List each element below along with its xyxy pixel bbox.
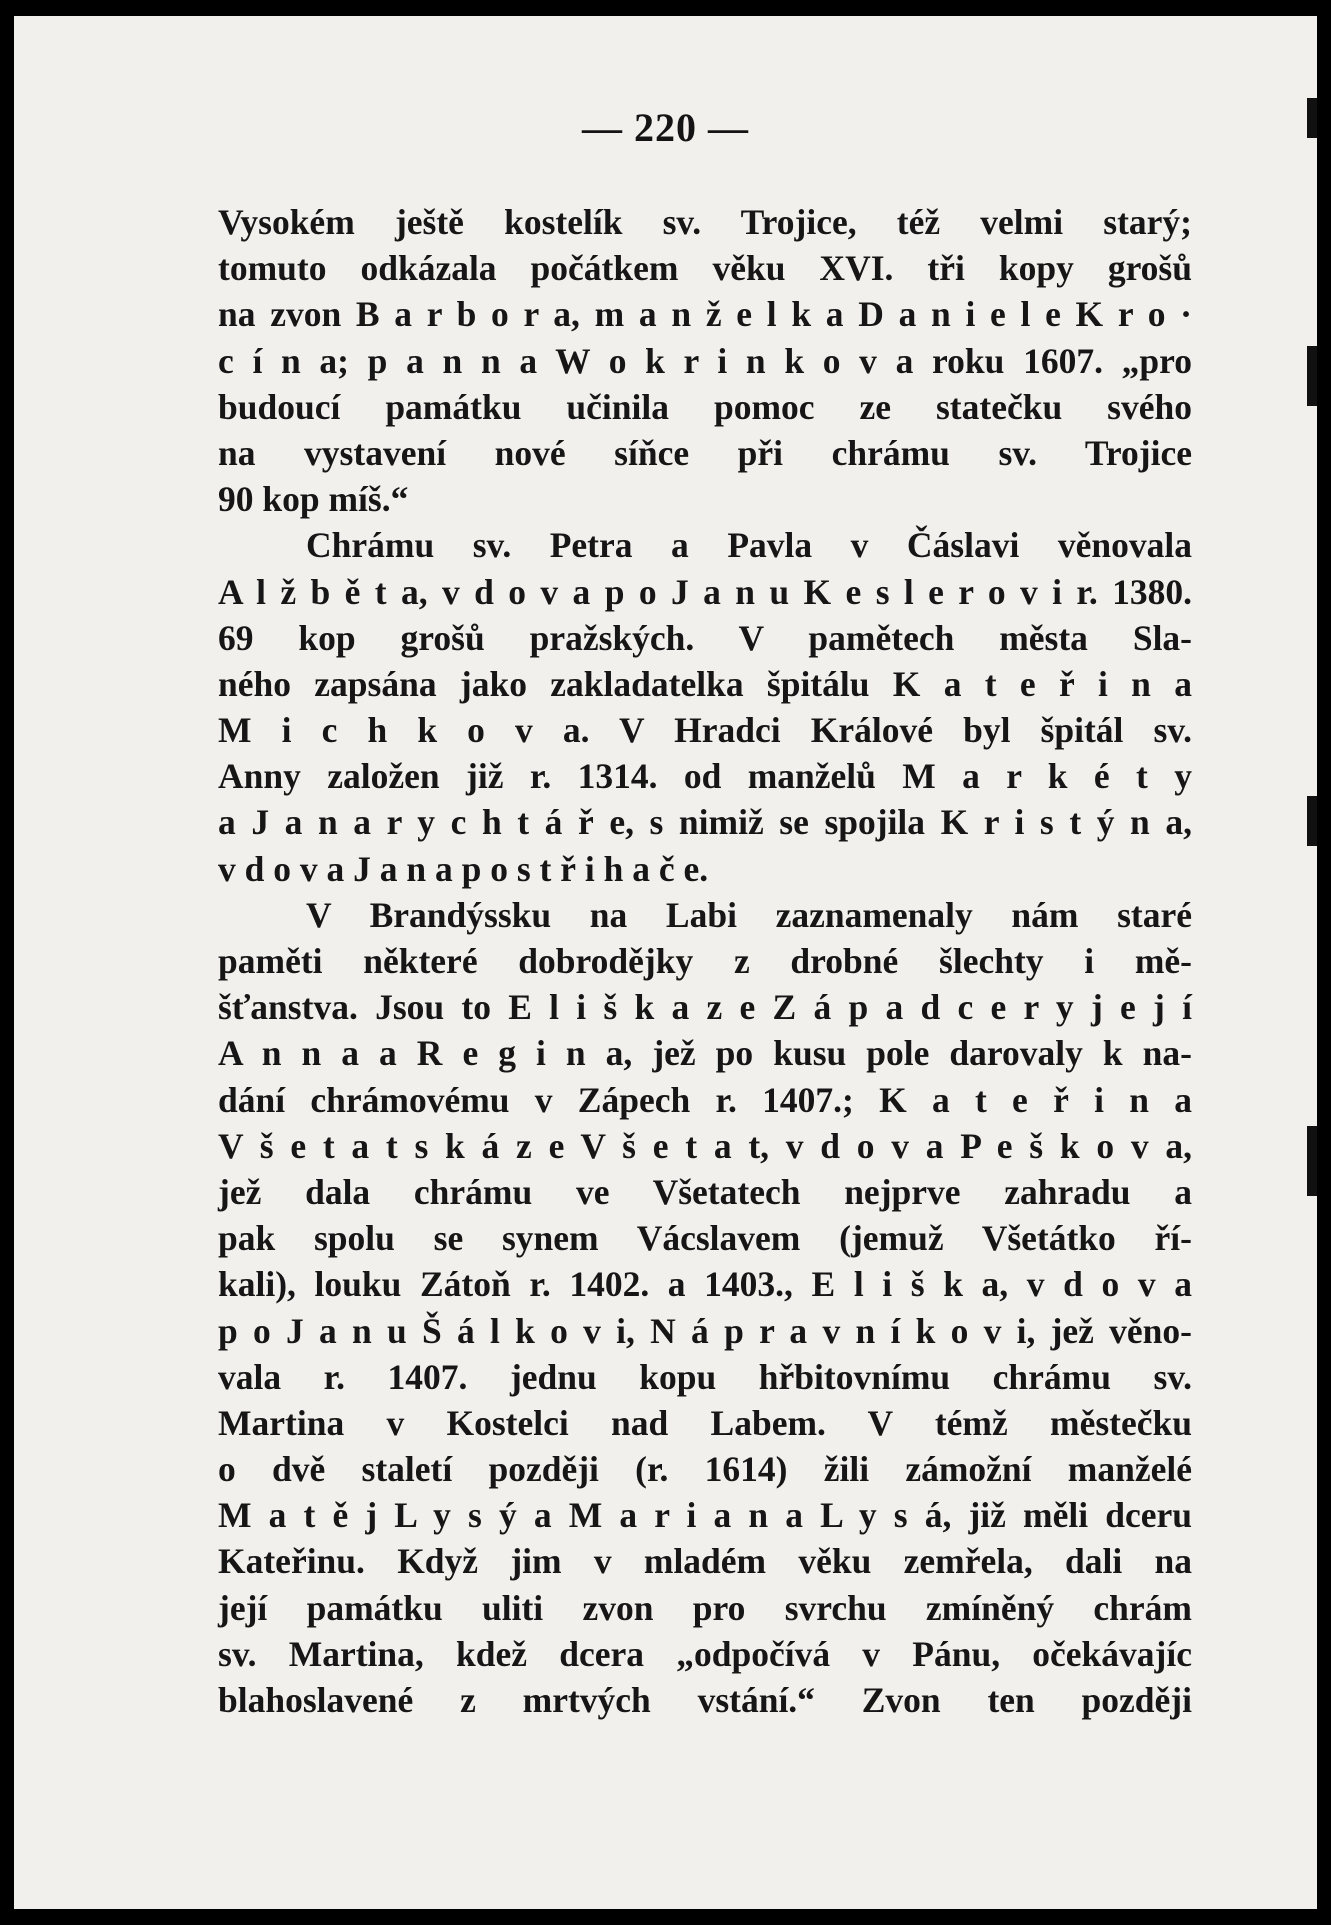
text-line: jež dala chrámu ve Všetatech nejprve zahradu a <box>218 1171 1192 1212</box>
text-line: c í n a; p a n n a W o k r i n k o v a roku 1607. „pro <box>218 340 1192 381</box>
page-edge-mark <box>1307 346 1317 406</box>
text-line: A l ž b ě t a, v d o v a p o J a n u K e s l e r o v i r. 1380. <box>218 571 1192 612</box>
text-line: ného zapsána jako zakladatelka špitálu K a t e ř i n a <box>218 663 1192 704</box>
page-edge-mark <box>1307 98 1317 138</box>
text-line: dání chrámovému v Zápech r. 1407.; K a t e ř i n a <box>218 1079 1192 1120</box>
text-line: vala r. 1407. jednu kopu hřbitovnímu chrámu sv. <box>218 1356 1192 1397</box>
page-edge-mark <box>1307 1126 1317 1196</box>
body-text <box>218 199 1192 1723</box>
text-line: paměti některé dobrodějky z drobné šlechty i mě- <box>218 941 1192 981</box>
text-line: 69 kop grošů pražských. V pamětech města Sla- <box>218 617 1192 658</box>
text-line: Kateřinu. Když jim v mladém věku zemřela, dali na <box>218 1541 1192 1582</box>
text-line: M i c h k o v a. V Hradci Králové byl špitál sv. <box>218 710 1192 751</box>
text-line: Anny založen již r. 1314. od manželů M a r k é t y <box>218 756 1192 797</box>
text-line: M a t ě j L y s ý a M a r i a n a L y s á, již měli dceru <box>218 1495 1192 1536</box>
text-line: Chrámu sv. Petra a Pavla v Čáslavi věnovala <box>306 525 1192 566</box>
text-line: sv. Martina, kdež dcera „odpočívá v Pánu, očekávajíc <box>218 1633 1192 1674</box>
text-line: 90 kop míš.“ <box>218 479 409 520</box>
text-line: šťanstva. Jsou to E l i š k a z e Z á p a d c e r y j e j í <box>218 987 1192 1028</box>
text-line: v d o v a J a n a p o s t ř i h a č e. <box>218 848 709 889</box>
text-line: Vysokém ještě kostelík sv. Trojice, též velmi starý; <box>218 202 1192 242</box>
text-line: o dvě staletí později (r. 1614) žili zámožní manželé <box>218 1449 1192 1490</box>
text-line: blahoslavené z mrtvých vstání.“ Zvon ten později <box>218 1680 1192 1720</box>
text-line: na vystavení nové síňce při chrámu sv. Trojice <box>218 432 1192 473</box>
text-line: na zvon B a r b o r a, m a n ž e l k a D a n i e l e K r o · <box>218 294 1192 335</box>
text-line: tomuto odkázala počátkem věku XVI. tři kopy grošů <box>218 248 1192 289</box>
text-line: V Brandýssku na Labi zaznamenaly nám staré <box>306 894 1192 935</box>
text-line: kali), louku Zátoň r. 1402. a 1403., E l i š k a, v d o v a <box>218 1264 1192 1305</box>
text-line: budoucí památku učinila pomoc ze statečku svého <box>218 386 1192 427</box>
page-edge-mark <box>1307 796 1317 846</box>
text-line: A n n a a R e g i n a, jež po kusu pole darovaly k na- <box>218 1033 1192 1074</box>
text-line: její památku uliti zvon pro svrchu zmíněný chrám <box>218 1587 1192 1628</box>
page-number: — 220 — <box>582 105 749 150</box>
book-page <box>14 16 1317 1909</box>
text-line: a J a n a r y c h t á ř e, s nimiž se spojila K r i s t ý n a, <box>218 802 1192 843</box>
text-line: pak spolu se synem Vácslavem (jemuž Všetátko ří- <box>218 1218 1192 1259</box>
text-line: Martina v Kostelci nad Labem. V témž městečku <box>218 1402 1192 1443</box>
text-line: V š e t a t s k á z e V š e t a t, v d o v a P e š k o v a, <box>218 1125 1192 1166</box>
text-line: p o J a n u Š á l k o v i, N á p r a v n í k o v i, jež věno- <box>218 1310 1192 1351</box>
